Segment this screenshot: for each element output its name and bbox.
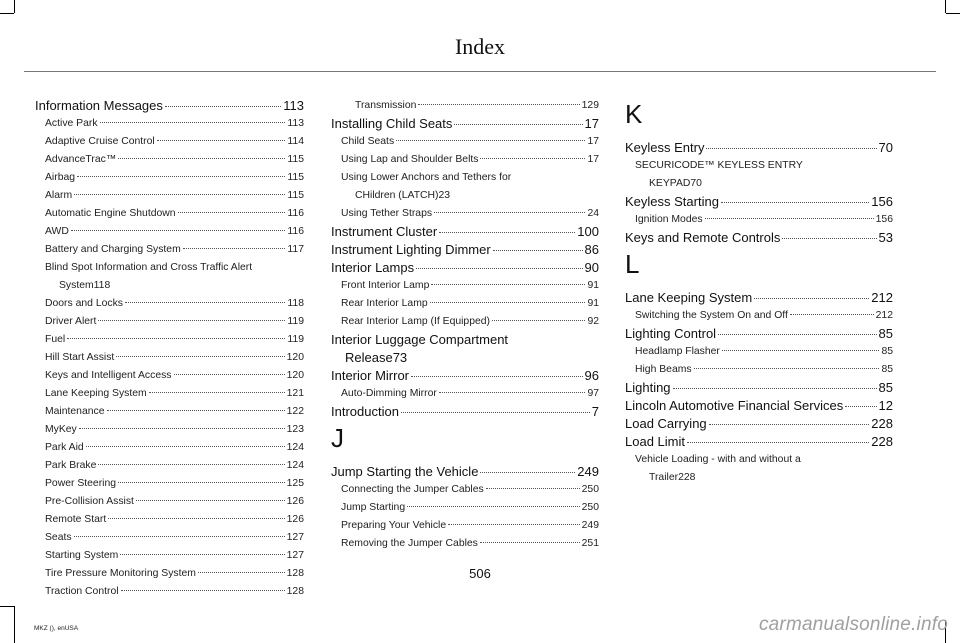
entry-page-number: 212 <box>875 310 893 321</box>
entry-page-number: 228 <box>871 434 893 449</box>
entry-label: Auto-Dimming Mirror <box>341 388 437 399</box>
dot-leader <box>74 194 285 195</box>
entry-label: Automatic Engine Shutdown <box>45 208 176 219</box>
index-subentry <box>35 295 304 313</box>
entry-label: Rear Interior Lamp (If Equipped) <box>341 316 491 327</box>
entry-page-number: 119 <box>287 334 304 345</box>
dot-leader <box>722 350 880 351</box>
page-number: 506 <box>469 566 491 581</box>
entry-continuation <box>331 349 599 367</box>
dot-leader <box>480 472 575 473</box>
entry-page-number: 124 <box>286 442 304 453</box>
entry-label: Keys and Remote Controls <box>625 230 781 245</box>
index-entry <box>625 139 893 157</box>
entry-label: Lane Keeping System <box>625 290 753 305</box>
entry-page-number: 124 <box>286 460 304 471</box>
index-column-2 <box>331 97 599 553</box>
dot-leader <box>136 500 285 501</box>
entry-page-number: 116 <box>287 226 304 237</box>
dot-leader <box>486 488 580 489</box>
entry-continuation <box>341 187 599 205</box>
entry-label: Doors and Locks <box>45 298 123 309</box>
dot-leader <box>118 158 285 159</box>
index-subentry <box>35 205 304 223</box>
entry-label: Keys and Intelligent Access <box>45 370 172 381</box>
entry-page-number: 126 <box>286 514 304 525</box>
entry-page-number: 24 <box>587 208 599 219</box>
index-entry <box>625 229 893 247</box>
entry-page-number: 117 <box>287 244 304 255</box>
entry-label: Load Limit <box>625 434 685 449</box>
entry-label: MyKey <box>45 424 77 435</box>
entry-page-number: 12 <box>878 398 893 413</box>
entry-page-number: 96 <box>584 368 599 383</box>
entry-label: Preparing Your Vehicle <box>341 520 447 531</box>
dot-leader <box>439 232 575 233</box>
entry-label: Lighting Control <box>625 326 717 341</box>
index-entry <box>331 463 599 481</box>
entry-label: Headlamp Flasher <box>635 346 720 357</box>
entry-label: Driver Alert <box>45 316 97 327</box>
entry-page-number: 73 <box>392 350 408 365</box>
entry-label: Information Messages <box>35 98 163 113</box>
index-subentry <box>35 115 304 133</box>
index-subentry <box>35 367 304 385</box>
entry-page-number: 121 <box>286 388 304 399</box>
index-subentry <box>35 331 304 349</box>
entry-page-number: 17 <box>587 154 599 165</box>
entry-page-number: 100 <box>577 224 599 239</box>
footer-label: MKZ (), enUSA <box>34 625 79 632</box>
index-subentry <box>331 499 599 517</box>
index-entry <box>331 403 599 421</box>
entry-page-number: 114 <box>287 136 304 147</box>
index-subentry <box>331 277 599 295</box>
dot-leader <box>718 334 876 335</box>
entry-label: Using Tether Straps <box>341 208 433 219</box>
index-entry <box>625 379 893 397</box>
dot-leader <box>108 518 284 519</box>
index-subentry <box>331 535 599 553</box>
index-entry <box>625 325 893 343</box>
entry-label: Using Lower Anchors and Tethers for <box>341 172 512 183</box>
entry-label: AWD <box>45 226 69 237</box>
entry-label-continued: CHildren (LATCH) <box>355 190 439 201</box>
entry-label: Starting System <box>45 550 119 561</box>
index-subentry <box>35 493 304 511</box>
entry-label: Park Brake <box>45 460 97 471</box>
dot-leader <box>74 536 285 537</box>
entry-page-number: 115 <box>287 172 304 183</box>
dot-leader <box>673 388 877 389</box>
entry-page-number: 85 <box>878 380 893 395</box>
dot-leader <box>165 106 281 107</box>
index-column-1 <box>35 97 304 601</box>
entry-page-number: 119 <box>287 316 304 327</box>
index-subentry <box>625 157 893 193</box>
entry-label: High Beams <box>635 364 692 375</box>
entry-label: Jump Starting <box>341 502 406 513</box>
index-subentry <box>625 307 893 325</box>
entry-label: Hill Start Assist <box>45 352 115 363</box>
dot-leader <box>125 302 285 303</box>
index-subentry <box>35 583 304 601</box>
dot-leader <box>754 298 869 299</box>
index-entry <box>625 415 893 433</box>
entry-continuation <box>635 469 893 487</box>
entry-page-number: 128 <box>286 568 304 579</box>
entry-label-continued: KEYPAD <box>649 178 691 189</box>
dot-leader <box>77 176 285 177</box>
entry-page-number: 23 <box>438 190 451 201</box>
dot-leader <box>434 212 585 213</box>
dot-leader <box>67 338 285 339</box>
crop-mark <box>946 13 960 14</box>
entry-page-number: 90 <box>584 260 599 275</box>
dot-leader <box>706 148 876 149</box>
entry-page-number: 250 <box>581 502 599 513</box>
entry-label: Connecting the Jumper Cables <box>341 484 484 495</box>
dot-leader <box>790 314 874 315</box>
entry-page-number: 250 <box>581 484 599 495</box>
index-letter-heading: L <box>625 249 640 279</box>
entry-page-number: 17 <box>584 116 599 131</box>
dot-leader <box>721 202 869 203</box>
dot-leader <box>416 268 582 269</box>
entry-label: Blind Spot Information and Cross Traffic Alert <box>45 262 253 273</box>
index-subentry <box>35 133 304 151</box>
entry-page-number: 86 <box>584 242 599 257</box>
crop-mark <box>0 13 14 14</box>
dot-leader <box>845 406 876 407</box>
entry-page-number: 120 <box>286 370 304 381</box>
index-subentry <box>35 457 304 475</box>
entry-label: Lane Keeping System <box>45 388 147 399</box>
entry-page-number: 251 <box>581 538 599 549</box>
crop-mark <box>0 606 14 607</box>
entry-label: Remote Start <box>45 514 107 525</box>
entry-label: Airbag <box>45 172 76 183</box>
index-letter-heading: K <box>625 99 643 129</box>
dot-leader <box>79 428 285 429</box>
dot-leader <box>157 140 286 141</box>
entry-page-number: 92 <box>587 316 599 327</box>
entry-label: Interior Luggage Compartment <box>331 332 509 347</box>
entry-label: Transmission <box>355 100 417 111</box>
index-subentry <box>331 481 599 499</box>
entry-page-number: 70 <box>690 178 702 189</box>
dot-leader <box>493 250 583 251</box>
crop-mark <box>945 0 946 13</box>
dot-leader <box>705 218 874 219</box>
index-subentry <box>35 511 304 529</box>
index-entry <box>625 193 893 211</box>
entry-page-number: 128 <box>286 586 304 597</box>
entry-label-continued: Release <box>345 350 393 365</box>
index-letter-heading: J <box>331 423 344 453</box>
dot-leader <box>183 248 286 249</box>
index-column-3 <box>625 97 893 487</box>
dot-leader <box>407 506 580 507</box>
dot-leader <box>411 376 583 377</box>
entry-page-number: 228 <box>871 416 893 431</box>
entry-label: Traction Control <box>45 586 119 597</box>
entry-label: Instrument Cluster <box>331 224 438 239</box>
entry-page-number: 249 <box>581 520 599 531</box>
dot-leader <box>418 104 579 105</box>
index-subentry <box>331 205 599 223</box>
entry-label: Active Park <box>45 118 98 129</box>
entry-page-number: 212 <box>871 290 893 305</box>
index-subentry <box>35 259 304 295</box>
entry-continuation <box>635 175 893 193</box>
dot-leader <box>120 554 284 555</box>
dot-leader <box>454 124 582 125</box>
entry-label: Instrument Lighting Dimmer <box>331 242 491 257</box>
index-subentry <box>331 313 599 331</box>
entry-label: Introduction <box>331 404 399 419</box>
index-entry <box>625 289 893 307</box>
entry-label: Battery and Charging System <box>45 244 181 255</box>
dot-leader <box>71 230 286 231</box>
page-title: Index <box>454 34 506 59</box>
entry-page-number: 85 <box>881 346 893 357</box>
dot-leader <box>694 368 880 369</box>
entry-page-number: 85 <box>881 364 893 375</box>
index-subentry <box>35 547 304 565</box>
index-subentry <box>35 385 304 403</box>
dot-leader <box>149 392 285 393</box>
entry-page-number: 127 <box>286 532 304 543</box>
dot-leader <box>709 424 870 425</box>
entry-label: Interior Lamps <box>331 260 415 275</box>
index-entry <box>331 115 599 133</box>
dot-leader <box>448 524 580 525</box>
index-subentry <box>35 529 304 547</box>
index-subentry <box>35 403 304 421</box>
entry-label: Rear Interior Lamp <box>341 298 428 309</box>
entry-label: Maintenance <box>45 406 105 417</box>
entry-label: Installing Child Seats <box>331 116 453 131</box>
entry-page-number: 122 <box>286 406 304 417</box>
entry-label: Lighting <box>625 380 671 395</box>
entry-label: Using Lap and Shoulder Belts <box>341 154 479 165</box>
index-subentry <box>35 151 304 169</box>
index-subentry <box>35 169 304 187</box>
entry-page-number: 115 <box>287 190 304 201</box>
index-subentry <box>35 421 304 439</box>
crop-mark <box>14 606 15 643</box>
index-subentry <box>35 241 304 259</box>
entry-label: Pre-Collision Assist <box>45 496 134 507</box>
index-subentry <box>35 475 304 493</box>
dot-leader <box>100 122 286 123</box>
index-subentry <box>625 343 893 361</box>
entry-page-number: 115 <box>287 154 304 165</box>
entry-label: SECURICODE™ KEYLESS ENTRY <box>635 160 803 171</box>
index-subentry <box>331 97 599 115</box>
entry-label: Jump Starting the Vehicle <box>331 464 479 479</box>
index-entry <box>331 223 599 241</box>
index-subentry <box>35 313 304 331</box>
index-subentry <box>331 517 599 535</box>
entry-page-number: 127 <box>286 550 304 561</box>
entry-continuation <box>45 277 304 295</box>
dot-leader <box>480 158 585 159</box>
dot-leader <box>430 302 586 303</box>
index-entry <box>331 331 599 367</box>
index-entry <box>35 97 304 115</box>
dot-leader <box>492 320 585 321</box>
index-entry <box>331 259 599 277</box>
entry-label: Ignition Modes <box>635 214 703 225</box>
index-subentry <box>35 187 304 205</box>
entry-label: Adaptive Cruise Control <box>45 136 155 147</box>
entry-page-number: 125 <box>286 478 304 489</box>
entry-page-number: 126 <box>286 496 304 507</box>
dot-leader <box>174 374 285 375</box>
dot-leader <box>98 464 284 465</box>
dot-leader <box>480 542 580 543</box>
dot-leader <box>107 410 285 411</box>
entry-label: Child Seats <box>341 136 395 147</box>
entry-label: Power Steering <box>45 478 117 489</box>
dot-leader <box>98 320 285 321</box>
entry-label: Alarm <box>45 190 73 201</box>
index-subentry <box>331 133 599 151</box>
entry-label: Keyless Entry <box>625 140 705 155</box>
entry-page-number: 123 <box>286 424 304 435</box>
entry-page-number: 70 <box>878 140 893 155</box>
dot-leader <box>121 590 285 591</box>
entry-label: Lincoln Automotive Financial Services <box>625 398 844 413</box>
dot-leader <box>431 284 585 285</box>
entry-page-number: 118 <box>287 298 304 309</box>
index-entry <box>331 241 599 259</box>
index-subentry <box>331 385 599 403</box>
entry-label: AdvanceTrac™ <box>45 154 117 165</box>
entry-page-number: 118 <box>93 280 111 291</box>
title-divider <box>24 71 936 72</box>
dot-leader <box>178 212 286 213</box>
entry-label: Load Carrying <box>625 416 707 431</box>
entry-label: Removing the Jumper Cables <box>341 538 478 549</box>
entry-label: Tire Pressure Monitoring System <box>45 568 196 579</box>
index-entry <box>331 367 599 385</box>
entry-label: Keyless Starting <box>625 194 719 209</box>
index-entry <box>625 433 893 451</box>
entry-page-number: 129 <box>581 100 599 111</box>
entry-page-number: 116 <box>287 208 304 219</box>
entry-page-number: 85 <box>878 326 893 341</box>
entry-label: Switching the System On and Off <box>635 310 788 321</box>
entry-page-number: 7 <box>591 404 599 419</box>
entry-page-number: 113 <box>283 98 304 113</box>
entry-page-number: 249 <box>577 464 599 479</box>
index-subentry <box>625 451 893 487</box>
dot-leader <box>439 392 586 393</box>
index-entry <box>625 397 893 415</box>
entry-page-number: 91 <box>587 298 599 309</box>
crop-mark <box>14 0 15 13</box>
dot-leader <box>687 442 869 443</box>
entry-page-number: 17 <box>587 136 599 147</box>
watermark: carmanualsonline.info <box>758 614 948 635</box>
entry-label-continued: Trailer <box>649 472 679 483</box>
index-subentry <box>625 211 893 229</box>
entry-page-number: 228 <box>678 472 696 483</box>
dot-leader <box>118 482 285 483</box>
dot-leader <box>782 238 876 239</box>
entry-label: Interior Mirror <box>331 368 410 383</box>
dot-leader <box>116 356 284 357</box>
index-subentry <box>331 151 599 169</box>
entry-page-number: 156 <box>871 194 893 209</box>
entry-page-number: 156 <box>875 214 893 225</box>
entry-page-number: 120 <box>286 352 304 363</box>
dot-leader <box>396 140 585 141</box>
dot-leader <box>401 412 590 413</box>
index-subentry <box>331 169 599 205</box>
entry-page-number: 113 <box>287 118 304 129</box>
index-subentry <box>35 223 304 241</box>
entry-label: Park Aid <box>45 442 84 453</box>
entry-label: Seats <box>45 532 72 543</box>
entry-page-number: 91 <box>587 280 599 291</box>
entry-label-continued: System <box>59 280 94 291</box>
entry-label: Vehicle Loading - with and without a <box>635 454 801 465</box>
index-subentry <box>331 295 599 313</box>
index-subentry <box>35 349 304 367</box>
entry-page-number: 53 <box>878 230 893 245</box>
index-subentry <box>35 439 304 457</box>
entry-label: Fuel <box>45 334 66 345</box>
index-subentry <box>625 361 893 379</box>
entry-page-number: 97 <box>587 388 599 399</box>
dot-leader <box>86 446 285 447</box>
entry-label: Front Interior Lamp <box>341 280 430 291</box>
